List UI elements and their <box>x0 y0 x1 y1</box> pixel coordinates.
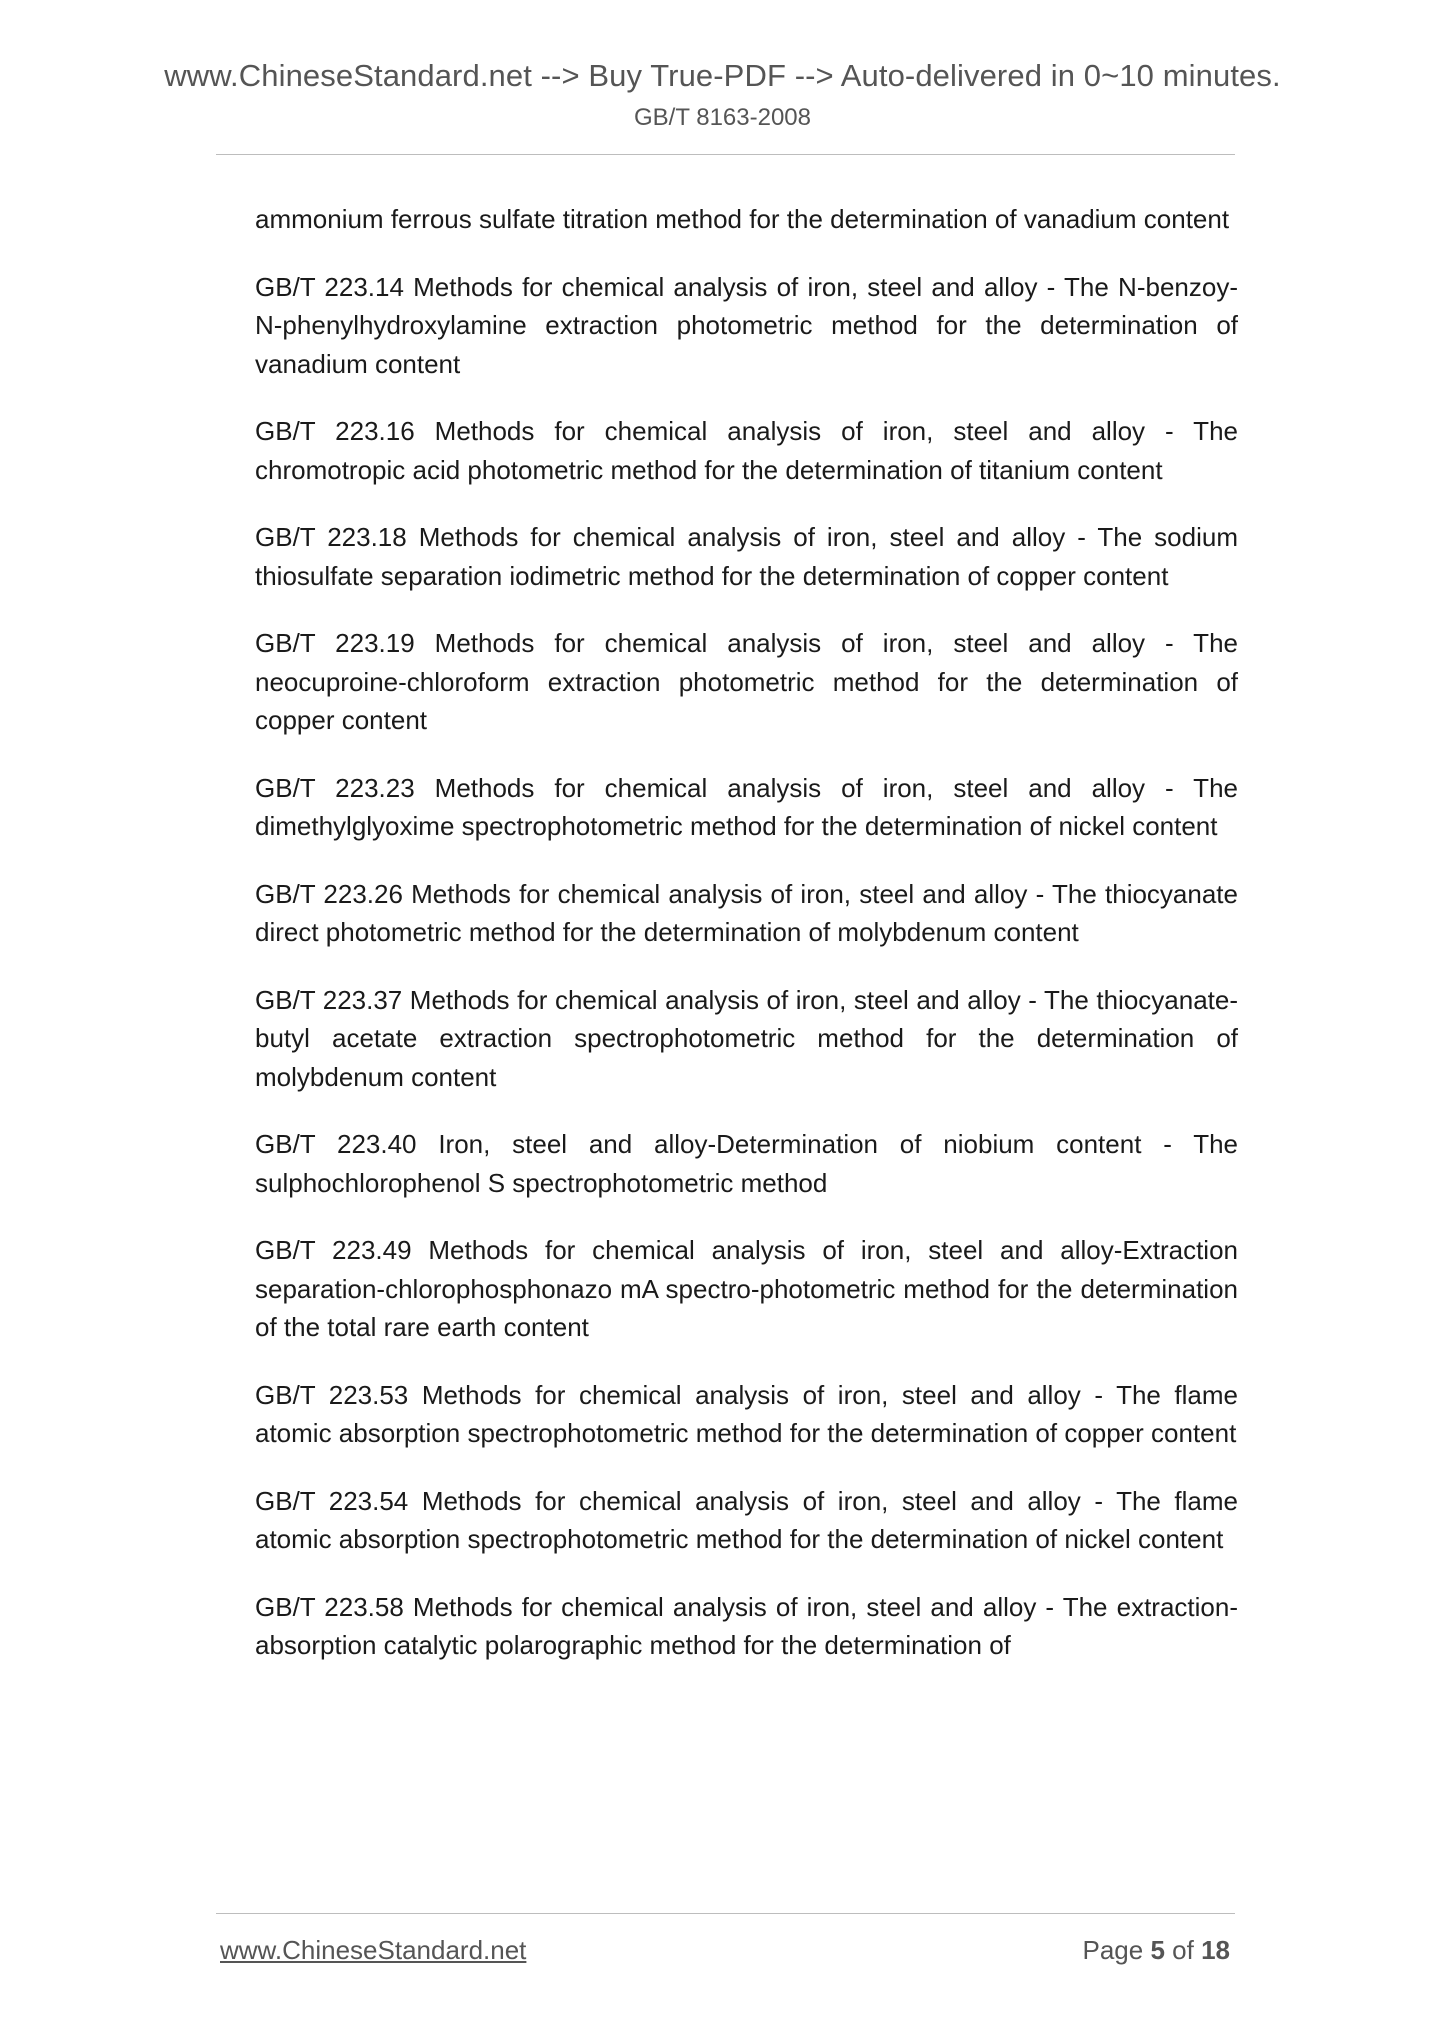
reference-item: GB/T 223.19 Methods for chemical analysis of iron, steel and alloy - The neocuproine-chloroform extraction photometric method for the determination of copper content <box>255 628 1238 735</box>
page-total: 18 <box>1201 1935 1230 1965</box>
reference-item: GB/T 223.40 Iron, steel and alloy-Determination of niobium content - The sulphochlorophenol S spectrophotometric method <box>255 1129 1238 1198</box>
reference-item: GB/T 223.16 Methods for chemical analysis of iron, steel and alloy - The chromotropic acid photometric method for the determination of titanium content <box>255 416 1238 485</box>
page-indicator <box>1082 1935 1230 1966</box>
page-of-label: of <box>1172 1935 1194 1965</box>
header-banner: www.ChineseStandard.net --> Buy True-PDF --> Auto-delivered in 0~10 minutes. <box>164 58 1281 93</box>
footer-divider <box>216 1913 1235 1914</box>
document-id: GB/T 8163-2008 <box>633 104 811 131</box>
page-current: 5 <box>1150 1935 1165 1965</box>
page-label: Page <box>1082 1935 1144 1965</box>
footer-site-link[interactable]: www.ChineseStandard.net <box>220 1935 527 1965</box>
reference-item: GB/T 223.14 Methods for chemical analysis of iron, steel and alloy - The N-benzoy-N-phenylhydroxylamine extraction photometric method for the determination of vanadium content <box>255 271 1238 379</box>
reference-item: GB/T 223.23 Methods for chemical analysis of iron, steel and alloy - The dimethylglyoxime spectrophotometric method for the determination of nickel content <box>255 772 1238 841</box>
reference-item: GB/T 223.18 Methods for chemical analysis of iron, steel and alloy - The sodium thiosulfate separation iodimetric method for the determination of copper content <box>255 522 1238 591</box>
reference-item: GB/T 223.26 Methods for chemical analysis of iron, steel and alloy - The thiocyanate direct photometric method for the determination of molybdenum content <box>255 878 1238 947</box>
reference-item: GB/T 223.49 Methods for chemical analysis of iron, steel and alloy-Extraction separation-chlorophosphonazo mA spectro-photometric method for the determination of the total rare earth content <box>255 1235 1238 1342</box>
header-divider <box>216 154 1235 155</box>
reference-item: GB/T 223.54 Methods for chemical analysis of iron, steel and alloy - The flame atomic absorption spectrophotometric method for the determination of nickel content <box>255 1485 1238 1554</box>
reference-list <box>255 200 1238 1694</box>
reference-item: GB/T 223.37 Methods for chemical analysis of iron, steel and alloy - The thiocyanate-butyl acetate extraction spectrophotometric method for the determination of molybdenum content <box>255 984 1238 1092</box>
reference-item: ammonium ferrous sulfate titration method for the determination of vanadium content <box>255 204 1230 234</box>
reference-item: GB/T 223.53 Methods for chemical analysis of iron, steel and alloy - The flame atomic absorption spectrophotometric method for the determination of copper content <box>255 1379 1238 1448</box>
reference-item: GB/T 223.58 Methods for chemical analysis of iron, steel and alloy - The extraction-absorption catalytic polarographic method for the determination of <box>255 1591 1238 1660</box>
